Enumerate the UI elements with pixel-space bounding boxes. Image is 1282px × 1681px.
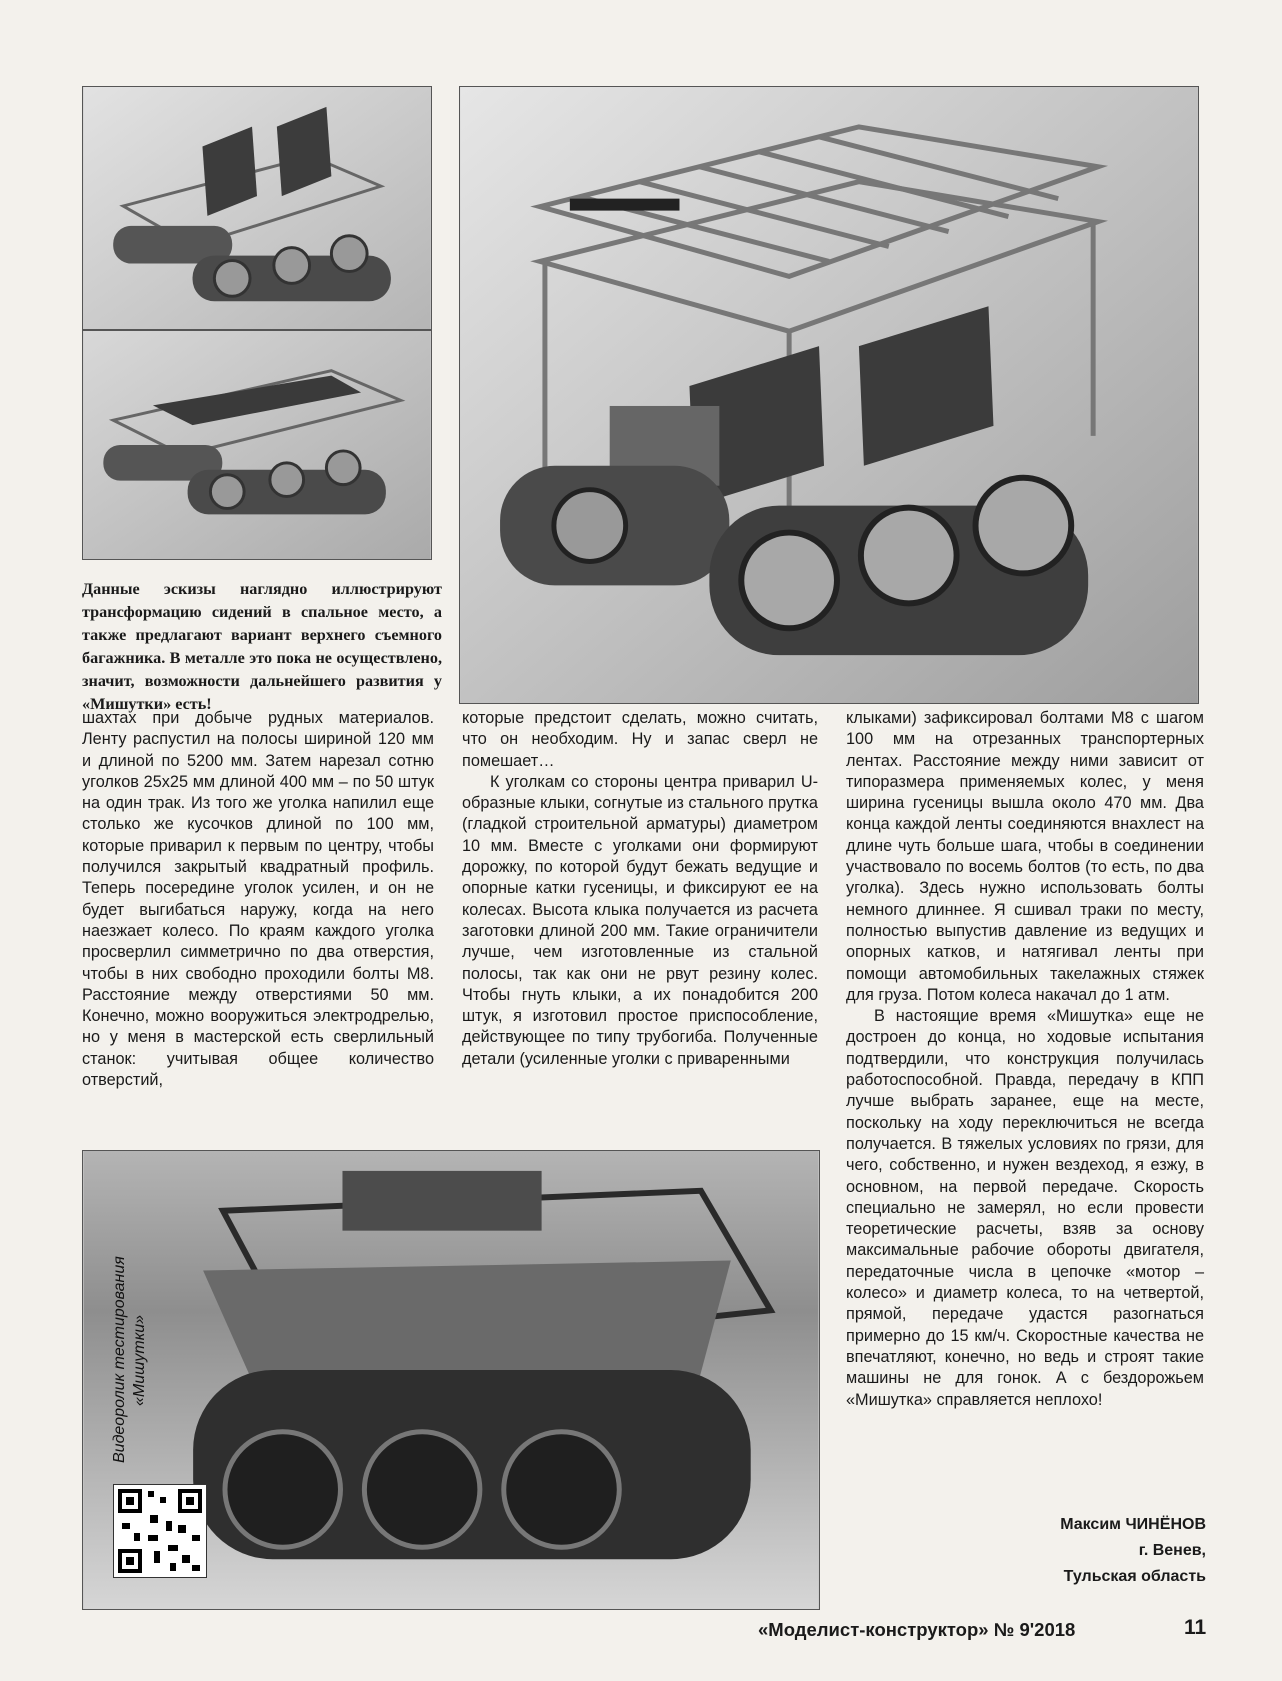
qr-code[interactable]: [113, 1484, 207, 1578]
column-2-paragraph-2: К уголкам со стороны центра приварил U-образные клыки, согнутые из стального прутка (гладкой строительной арматуры) диаметром 10 мм. Вместе с уголками они формируют дорожку, по которой будут бежать ведущие и опорные катки гусеницы, и фиксируют ее на колесах. Высота клыка получается из расчета заготовки длиной 200 мм. Такие ограничители лучше, чем изготовленные из стальной полосы, так как они не рвут резину колес. Чтобы гнуть клыки, а их понадобится 200 штук, я изготовил простое приспособление, действующее по типу трубогиба. Полученные детали (усиленные уголки с приваренными: [462, 772, 818, 1068]
page-number: 11: [1184, 1616, 1207, 1639]
column-2-paragraph-1: которые предстоит сделать, можно считать, что он необходим. Ну и запас сверл не помешает…: [462, 709, 818, 770]
magazine-footer: «Моделист-конструктор» № 9'2018: [758, 1619, 1076, 1640]
sketch-top-luggage-rack-drawing: [460, 87, 1198, 703]
article-column-1: [82, 708, 434, 1091]
sketch-seats-upright: [82, 86, 432, 330]
sketch-sleeping-place: [82, 330, 432, 560]
column-3-paragraph-1: клыками) зафиксировал болтами М8 с шагом 100 мм на отрезанных транспортерных лентах. Расстояние между ними зависит от типоразмера применяемых колес, у меня ширина гусеницы вышла около 470 мм. Два конца каждой ленты соединяются внахлест на длине чуть больше шага, чтобы в соединении участвовало по восемь болтов (то есть, по два уголка). Здесь нужно использовать болты немного длиннее. Я сшивал траки по месту, полностью выпустив давление из ведущих и опорных катков, и натягивал ленты при помощи автомобильных такелажных стяжек для груза. Потом колеса накачал до 1 атм.: [846, 709, 1204, 1004]
qr-code-pattern: [114, 1485, 206, 1577]
author-signature: [1060, 1512, 1206, 1590]
column-1-paragraph: шахтах при добыче рудных материалов. Ленту распустил на полосы шириной 120 мм и длиной по 5200 мм. Затем нарезал сотню уголков 25х25 мм длиной 400 мм – по 50 штук на один трак. Из того же уголка напилил еще столько же кусочков длиной по 100 мм, которые приварил к первым по центру, чтобы получился закрытый квадратный профиль. Теперь посередине уголок усилен, и он не будет выгибаться наружу, когда на него наезжает колесо. По краям каждого уголка просверлил симметрично по два отверстия, чтобы в них свободно проходили болты М8. Расстояние между отверстиями 50 мм. Конечно, можно вооружиться электродрелью, но у меня в мастерской есть сверлильный станок: учитывая общее количество отверстий,: [82, 709, 434, 1090]
column-3-paragraph-2: В настоящие время «Мишутка» еще не достроен до конца, но ходовые испытания подтвердили, что конструкция получилась работоспособной. Правда, передачу в КПП лучше выбрать заранее, еще на месте, поскольку на ходу переключиться не всегда получается. В тяжелых условиях по грязи, для чего, собственно, и нужен вездеход, я езжу, в основном, на первой передаче. Скорость специально не замерял, но если провести теоретические расчеты, взяв за основу максимальные рабочие обороты двигателя, передаточные числа в цепочке «мотор – колесо» и диаметр колеса, то на четвертой, прямой, передаче удастся разогнаться примерно до 15 км/ч. Скоростные качества не впечатляют, конечно, но ведь и строят такие машины не для гонок. А с бездорожьем «Мишутка» справляется неплохо!: [846, 1007, 1204, 1409]
author-name: Максим ЧИНЁНОВ: [1060, 1516, 1206, 1533]
figure-caption: Данные эскизы наглядно иллюстрируют трансформацию сидений в спальное место, а также предлагают вариант верхнего съемного багажника. В металле это пока не осуществлено, значит, возможности дальнейшего развития у «Мишутки» есть!: [82, 580, 442, 713]
sketch-seats-upright-drawing: [83, 87, 431, 329]
author-region: Тульская область: [1063, 1568, 1206, 1585]
article-column-2: [462, 708, 818, 1070]
article-column-3: [846, 708, 1204, 1411]
sketch-sleeping-place-drawing: [83, 331, 431, 559]
qr-label: Видеоролик тестирования «Мишутки»: [111, 1256, 148, 1464]
author-city: г. Венев,: [1138, 1542, 1206, 1559]
sketch-top-luggage-rack: [459, 86, 1199, 704]
